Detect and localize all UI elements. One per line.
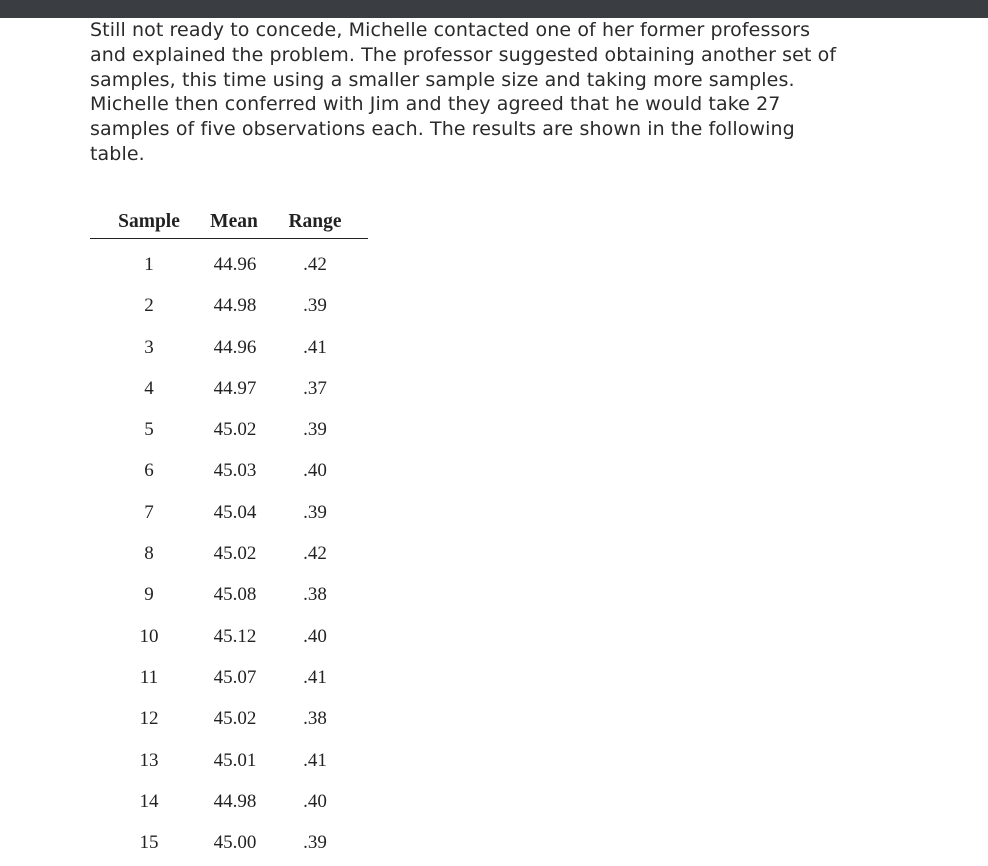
- table-row: [90, 817, 368, 858]
- cell-mean: 45.02: [213, 419, 257, 441]
- cell-sample: 11: [139, 666, 159, 688]
- cell-range: .40: [303, 625, 327, 647]
- cell-range: .41: [303, 336, 327, 358]
- cell-range: .42: [303, 254, 327, 275]
- cell-sample: 4: [144, 377, 154, 399]
- cell-range: .41: [303, 749, 327, 771]
- table-row: [90, 693, 368, 734]
- cell-sample: 15: [139, 832, 159, 854]
- paragraph-line: and explained the problem. The professor suggested obtaining another set of: [90, 43, 837, 66]
- paragraph-line: samples, this time using a smaller sample size and taking more samples.: [90, 68, 795, 91]
- cell-mean: 44.96: [213, 336, 257, 358]
- table-row: [90, 611, 368, 652]
- cell-range: .38: [303, 708, 327, 730]
- cell-mean: 45.01: [213, 749, 257, 771]
- table-row: [90, 445, 368, 486]
- cell-mean: 45.02: [213, 543, 257, 565]
- cell-mean: 45.03: [213, 460, 257, 482]
- paragraph-line: Still not ready to concede, Michelle contacted one of her former professors: [90, 19, 811, 41]
- table-row: [90, 652, 368, 693]
- cell-mean: 44.97: [213, 377, 257, 399]
- cell-range: .40: [303, 790, 327, 812]
- paragraph-line: Michelle then conferred with Jim and they agreed that he would take 27: [90, 93, 781, 116]
- cell-mean: 45.08: [213, 584, 257, 606]
- table-row: [90, 569, 368, 610]
- cell-mean: 45.07: [213, 666, 257, 688]
- cell-mean: 45.00: [213, 832, 257, 854]
- cell-range: .38: [303, 584, 327, 606]
- cell-sample: 6: [144, 460, 154, 482]
- cell-sample: 3: [144, 336, 154, 358]
- cell-range: .40: [303, 460, 327, 482]
- cell-sample: 13: [139, 749, 159, 771]
- cell-range: .37: [303, 377, 327, 399]
- table-row: [90, 487, 368, 528]
- cell-sample: 14: [139, 790, 159, 812]
- paragraph-line: samples of five observations each. The results are shown in the following: [90, 118, 795, 141]
- cell-sample: 10: [139, 625, 159, 647]
- top-toolbar-bar: [0, 0, 988, 18]
- cell-range: .42: [303, 543, 327, 565]
- cell-mean: 44.98: [213, 790, 257, 812]
- cell-range: .41: [303, 666, 327, 688]
- header-range: Range: [288, 211, 342, 232]
- table-row: [90, 404, 368, 445]
- table-row: [90, 363, 368, 404]
- cell-sample: 8: [144, 543, 154, 565]
- header-mean: Mean: [210, 211, 258, 232]
- table-row: [90, 776, 368, 817]
- cell-sample: 7: [144, 501, 154, 523]
- cell-sample: 9: [144, 584, 154, 606]
- header-sample: Sample: [118, 211, 180, 232]
- table-row: [90, 528, 368, 569]
- cell-range: .39: [303, 832, 327, 854]
- table-row: [90, 280, 368, 321]
- cell-sample: 1: [144, 254, 154, 275]
- paragraph-line: table.: [90, 142, 145, 165]
- cell-sample: 5: [144, 419, 154, 441]
- table-row: [90, 735, 368, 776]
- cell-mean: 45.02: [213, 708, 257, 730]
- table-header: [90, 208, 368, 239]
- cell-range: .39: [303, 419, 327, 441]
- cell-mean: 44.96: [213, 254, 257, 275]
- table-row: [90, 322, 368, 363]
- cell-mean: 45.12: [213, 625, 257, 647]
- cell-range: .39: [303, 501, 327, 523]
- table-body: [90, 239, 368, 858]
- cell-sample: 2: [144, 295, 154, 317]
- table-row: [90, 239, 368, 280]
- cell-sample: 12: [139, 708, 159, 730]
- problem-paragraph: [90, 18, 890, 167]
- cell-mean: 45.04: [213, 501, 257, 523]
- cell-range: .39: [303, 295, 327, 317]
- samples-table: [90, 208, 368, 858]
- cell-mean: 44.98: [213, 295, 257, 317]
